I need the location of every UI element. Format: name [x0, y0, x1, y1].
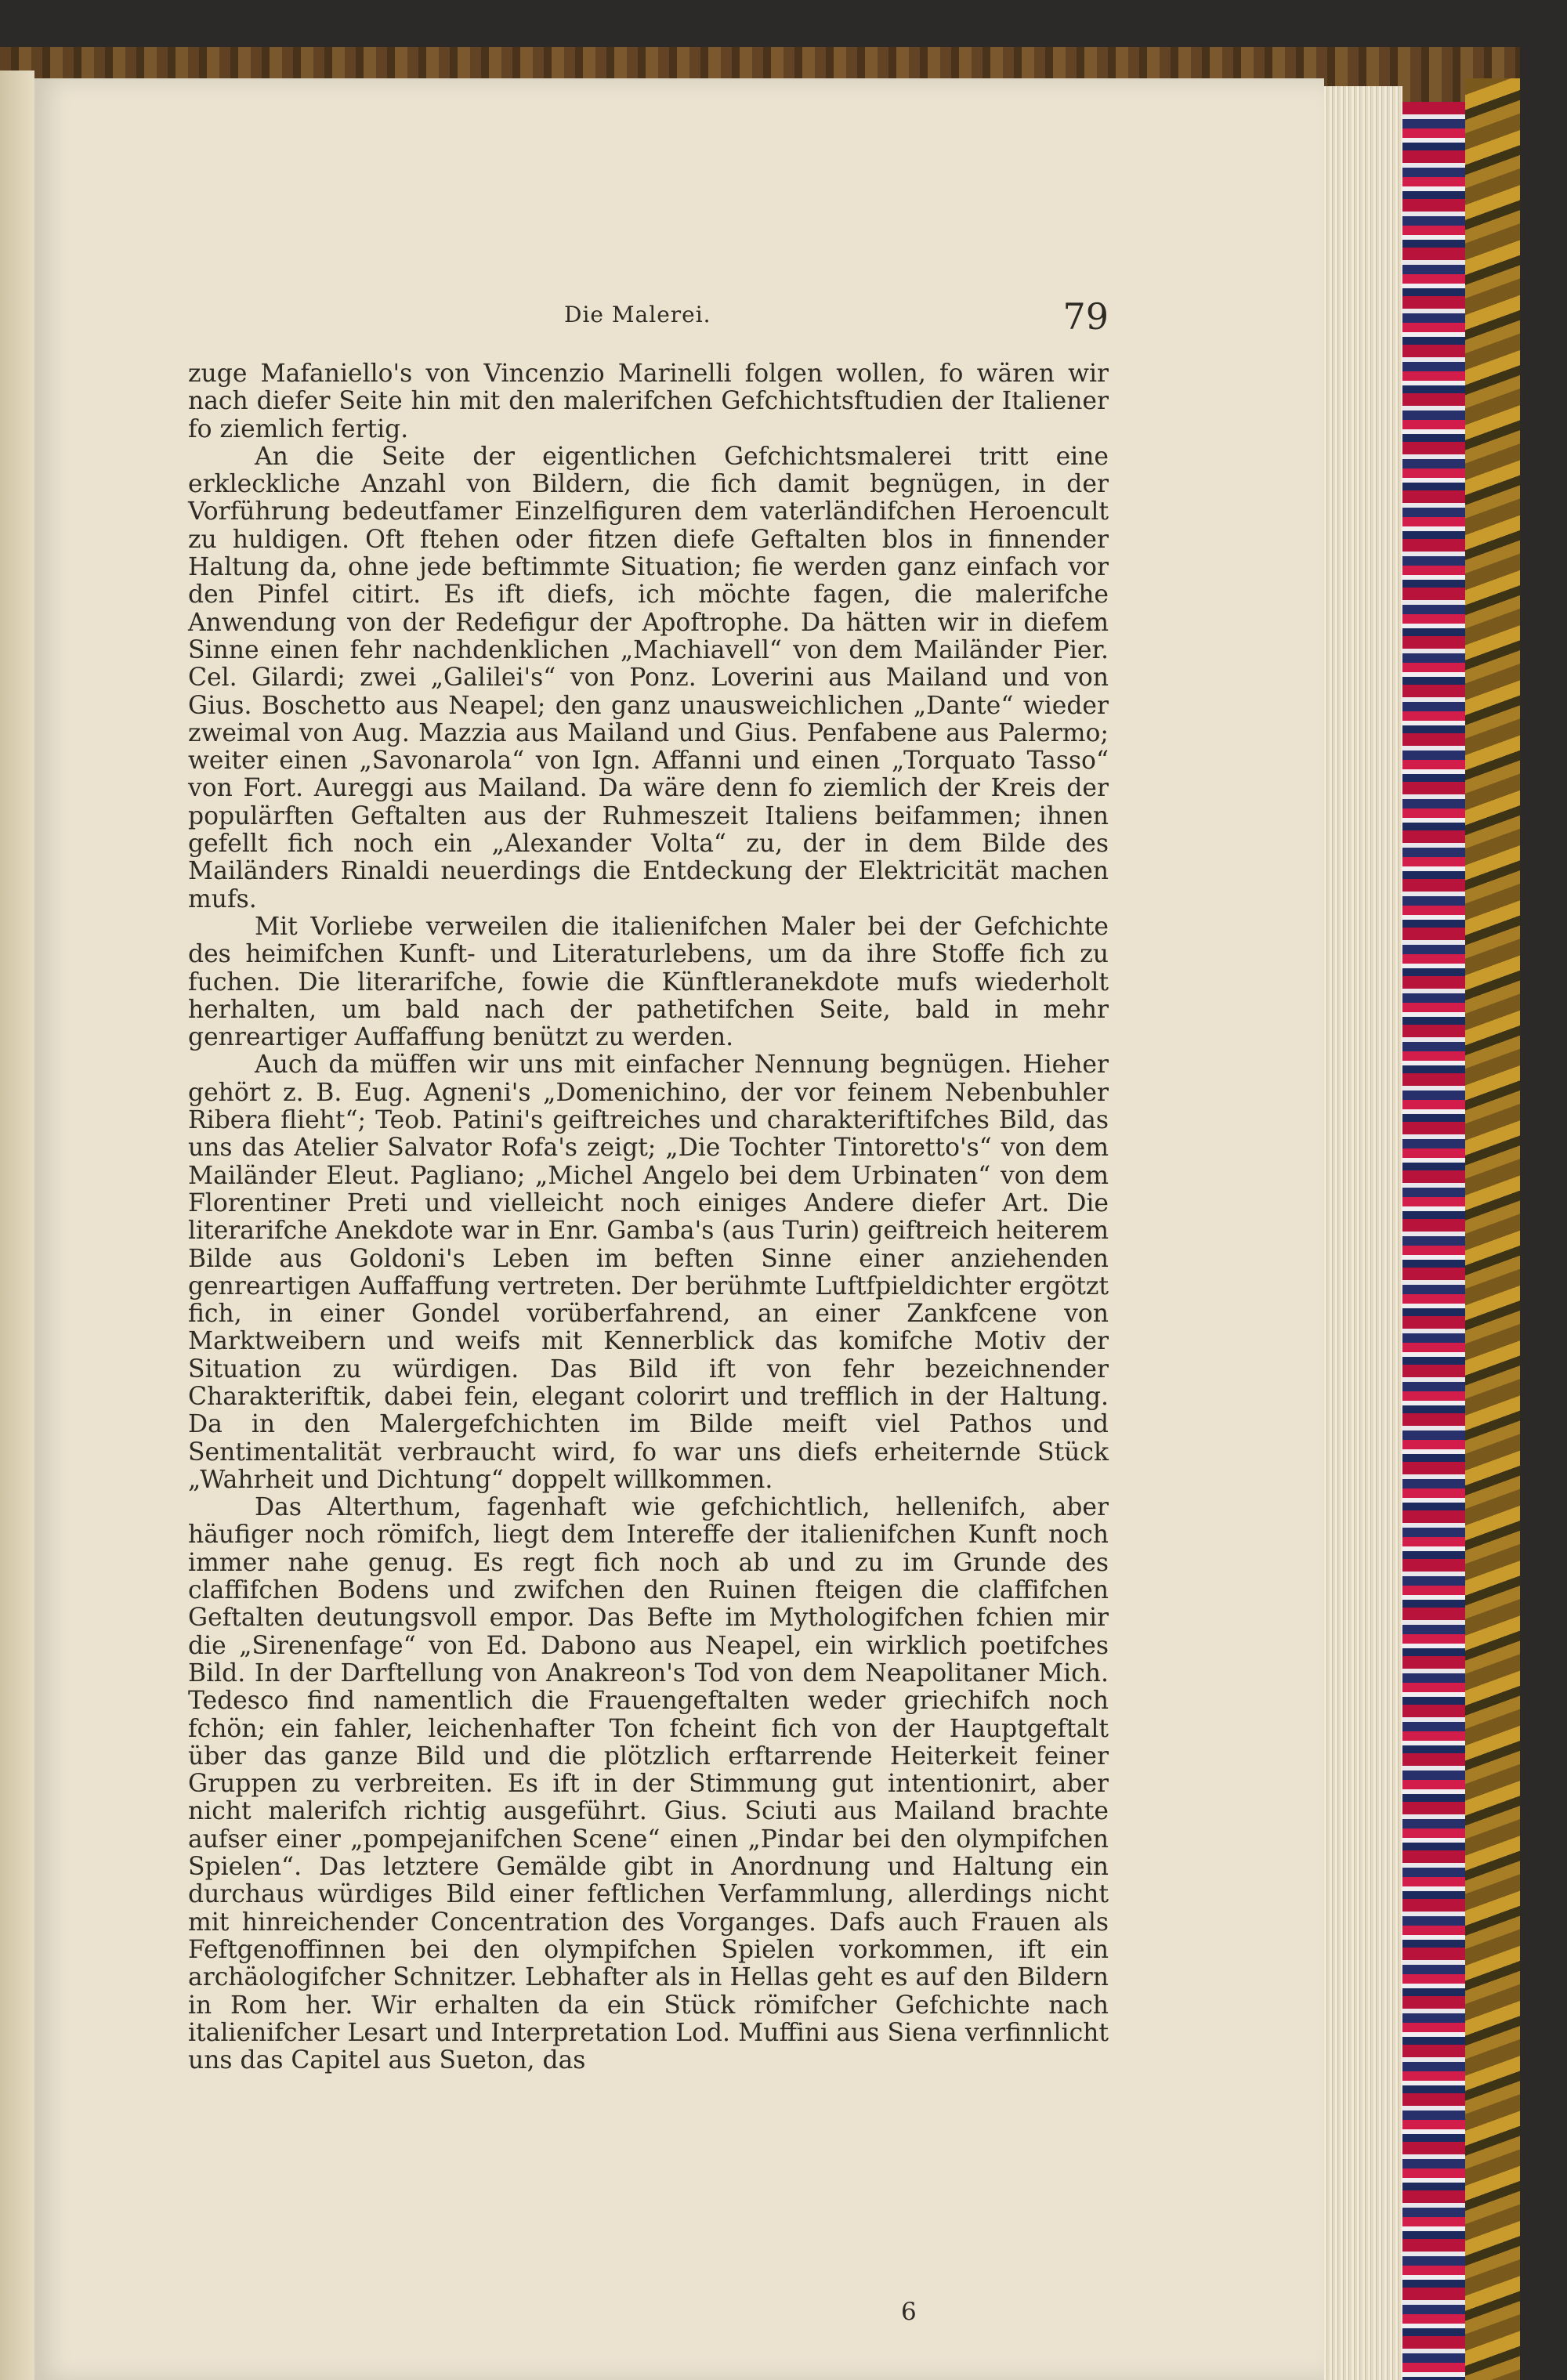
paragraph: Auch da müffen wir uns mit einfacher Nennung begnügen. Hieher gehört z. B. Eug. Agneni's „Domenichino, der vor feinem Nebenbuhler Ribera flieht“; Teob. Patini's geiftreiches und charakteriftifches Bild, das uns das Atelier Salvator Rofa's zeigt; „Die Tochter Tintoretto's“ von dem Mailänder Eleut. Pagliano; „Michel Angelo bei dem Urbinaten“ von dem Florentiner Preti und vielleicht noch einiges Andere diefer Art. Die literarifche Anekdote war in Enr. Gamba's (aus Turin) geiftreich heiterem Bilde aus Goldoni's Leben im beften Sinne einer anziehenden genreartigen Auffaffung vertreten. Der berühmte Luftfpieldichter ergötzt fich, in einer Gondel vorüberfahrend, an einer Zankfcene von Marktweibern und weifs mit Kennerblick das komifche Motiv der Situation zu würdigen. Das Bild ift von fehr bezeichnender Charakteriftik, dabei fein, elegant colorirt und trefflich in der Haltung. Da in den Malergefchichten im Bilde meift viel Pathos und Sentimentalität verbraucht wird, fo war uns diefs erheiternde Stück „Wahrheit und Dichtung“ doppelt willkommen.: [188, 1051, 1109, 1494]
body-text: [188, 360, 1109, 2074]
page-stack-edge: [1324, 86, 1402, 2380]
left-page-edge: [0, 71, 34, 2380]
running-head-title: Die Malerei.: [564, 302, 711, 327]
paragraph: zuge Mafaniello's von Vincenzio Marinelli folgen wollen, fo wären wir nach diefer Seite hin mit den malerifchen Gefchichtsftudien der Italiener fo ziemlich fertig.: [188, 360, 1109, 443]
page-number: 79: [1062, 295, 1109, 338]
marbled-endpaper: [1465, 78, 1520, 2380]
paragraph: Mit Vorliebe verweilen die italienifchen Maler bei der Gefchichte des heimifchen Kunft- und Literaturlebens, um da ihre Stoffe fich zu fuchen. Die literarifche, fowie die Künftleranekdote mufs wiederholt herhalten, um bald nach der pathetifchen Seite, bald in mehr genreartiger Auffaffung benützt zu werden.: [188, 912, 1109, 1052]
signature-mark: 6: [901, 2298, 917, 2326]
paragraph: Das Alterthum, fagenhaft wie gefchichtlich, hellenifch, aber häufiger noch römifch, liegt dem Intereffe der italienifchen Kunft noch immer nahe genug. Es regt fich noch ab und zu im Grunde des claffifchen Bodens und zwifchen den Ruinen fteigen die claffifchen Geftalten deutungsvoll empor. Das Befte im Mythologifchen fchien mir die „Sirenenfage“ von Ed. Dabono aus Neapel, ein wirklich poetifches Bild. In der Darftellung von Anakreon's Tod von dem Neapolitaner Mich. Tedesco find namentlich die Frauengeftalten weder griechifch noch fchön; ein fahler, leichenhafter Ton fcheint fich von der Hauptgeftalt über das ganze Bild und die plötzlich erftarrende Heiterkeit feiner Gruppen zu verbreiten. Es ift in der Stimmung gut intentionirt, aber nicht malerifch richtig ausgeführt. Gius. Sciuti aus Mailand brachte aufser einer „pompejanifchen Scene“ einen „Pindar bei den olympifchen Spielen“. Das letztere Gemälde gibt in Anordnung und Haltung ein durchaus würdiges Bild einer feftlichen Verfammlung, allerdings nicht mit hinreichender Concentration des Vorganges. Dafs auch Frauen als Feftgenoffinnen bei den olympifchen Spielen vorkommen, ift ein archäologifcher Schnitzer. Lebhafter als in Hellas geht es auf den Bildern in Rom her. Wir erhalten da ein Stück römifcher Gefchichte nach italienifcher Lesart und Interpretation Lod. Muffini aus Siena verfinnlicht uns das Capitel aus Sueton, das: [188, 1493, 1109, 2075]
marbled-edge: [1402, 102, 1465, 2380]
paragraph: An die Seite der eigentlichen Gefchichtsmalerei tritt eine erkleckliche Anzahl von Bildern, die fich damit begnügen, in der Vorführung bedeutfamer Einzelfiguren dem vaterländifchen Heroencult zu huldigen. Oft ftehen oder fitzen diefe Geftalten blos in finnender Haltung da, ohne jede beftimmte Situation; fie werden ganz einfach vor den Pinfel citirt. Es ift diefs, ich möchte fagen, die malerifche Anwendung von der Redefigur der Apoftrophe. Da hätten wir in diefem Sinne einen fehr nachdenklichen „Machiavell“ von dem Mailänder Pier. Cel. Gilardi; zwei „Galilei's“ von Ponz. Loverini aus Mailand und von Gius. Boschetto aus Neapel; den ganz unausweichlichen „Dante“ wieder zweimal von Aug. Mazzia aus Mailand und Gius. Penfabene aus Palermo; weiter einen „Savonarola“ von Ign. Affanni und einen „Torquato Tasso“ von Fort. Aureggi aus Mailand. Da wäre denn fo ziemlich der Kreis der populärften Geftalten aus der Ruhmeszeit Italiens beifammen; ihnen gefellt fich noch ein „Alexander Volta“ zu, der in dem Bilde des Mailänders Rinaldi neuerdings die Entdeckung der Elektricität machen mufs.: [188, 442, 1109, 913]
running-head: [188, 295, 1109, 349]
